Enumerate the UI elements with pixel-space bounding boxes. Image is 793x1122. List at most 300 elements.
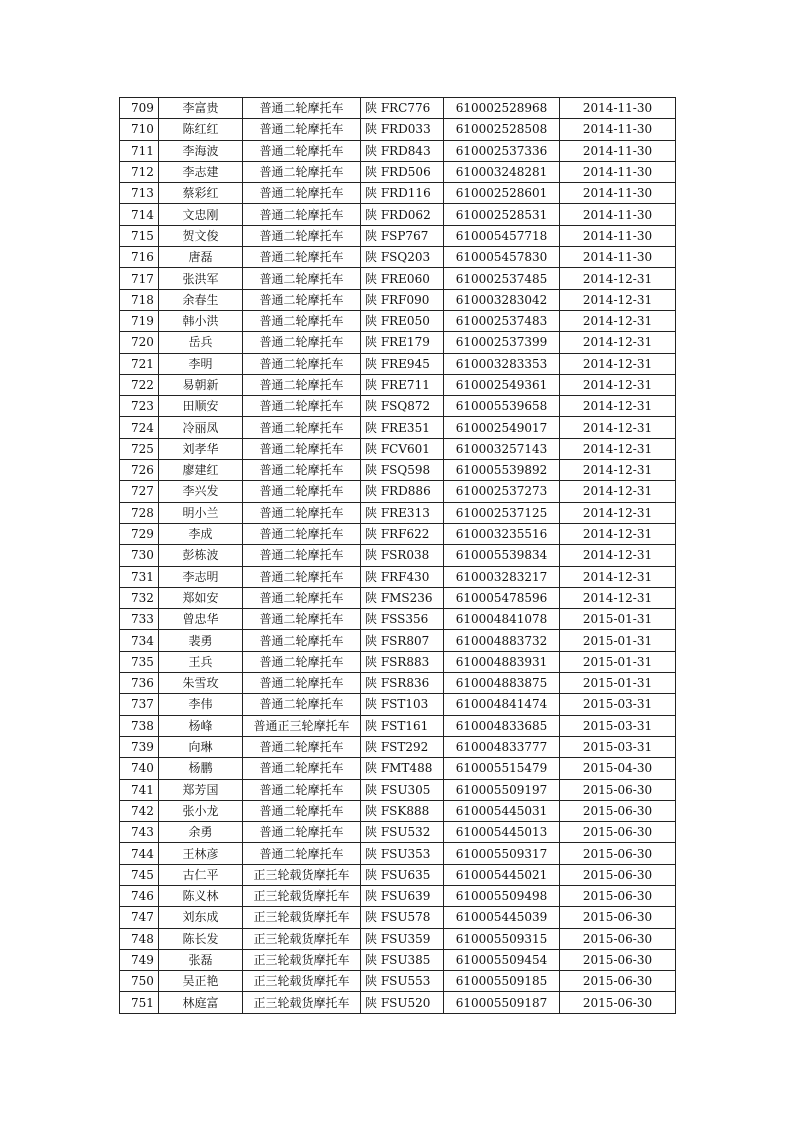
plate-number-cell: 陕 FSU635 [361, 864, 444, 885]
row-number-cell: 730 [120, 545, 159, 566]
registration-number-cell: 610005457830 [444, 247, 560, 268]
table-row [120, 310, 676, 331]
table-row [120, 651, 676, 672]
owner-name-cell: 郑如安 [159, 587, 243, 608]
date-cell: 2014-12-31 [560, 481, 676, 502]
plate-number-cell: 陕 FRD886 [361, 481, 444, 502]
plate-number-cell: 陕 FSU578 [361, 907, 444, 928]
owner-name-cell: 陈长发 [159, 928, 243, 949]
row-number-cell: 748 [120, 928, 159, 949]
registration-number-cell: 610002537273 [444, 481, 560, 502]
date-cell: 2015-01-31 [560, 651, 676, 672]
table-row [120, 161, 676, 182]
vehicle-type-cell: 普通二轮摩托车 [243, 353, 361, 374]
table-row [120, 545, 676, 566]
table-row [120, 928, 676, 949]
plate-number-cell: 陕 FSU553 [361, 971, 444, 992]
owner-name-cell: 李成 [159, 523, 243, 544]
plate-number-cell: 陕 FSS356 [361, 609, 444, 630]
vehicle-type-cell: 普通二轮摩托车 [243, 587, 361, 608]
vehicle-type-cell: 普通二轮摩托车 [243, 523, 361, 544]
vehicle-type-cell: 正三轮载货摩托车 [243, 971, 361, 992]
date-cell: 2014-12-31 [560, 502, 676, 523]
owner-name-cell: 吴正艳 [159, 971, 243, 992]
vehicle-type-cell: 普通正三轮摩托车 [243, 715, 361, 736]
registration-number-cell: 610002528968 [444, 98, 560, 119]
row-number-cell: 738 [120, 715, 159, 736]
plate-number-cell: 陕 FRE060 [361, 268, 444, 289]
date-cell: 2014-11-30 [560, 140, 676, 161]
table-row [120, 864, 676, 885]
table-row [120, 694, 676, 715]
owner-name-cell: 古仁平 [159, 864, 243, 885]
row-number-cell: 743 [120, 822, 159, 843]
row-number-cell: 726 [120, 460, 159, 481]
owner-name-cell: 廖建红 [159, 460, 243, 481]
table-row [120, 992, 676, 1013]
table-row [120, 374, 676, 395]
date-cell: 2015-03-31 [560, 694, 676, 715]
registration-number-cell: 610005509187 [444, 992, 560, 1013]
owner-name-cell: 唐磊 [159, 247, 243, 268]
date-cell: 2014-12-31 [560, 417, 676, 438]
date-cell: 2015-03-31 [560, 715, 676, 736]
date-cell: 2014-12-31 [560, 374, 676, 395]
registration-number-cell: 610002537399 [444, 332, 560, 353]
row-number-cell: 722 [120, 374, 159, 395]
plate-number-cell: 陕 FSR038 [361, 545, 444, 566]
registration-number-cell: 610005539834 [444, 545, 560, 566]
row-number-cell: 710 [120, 119, 159, 140]
table-row [120, 949, 676, 970]
date-cell: 2014-11-30 [560, 119, 676, 140]
vehicle-type-cell: 普通二轮摩托车 [243, 140, 361, 161]
date-cell: 2014-11-30 [560, 204, 676, 225]
owner-name-cell: 李海波 [159, 140, 243, 161]
date-cell: 2014-11-30 [560, 161, 676, 182]
row-number-cell: 734 [120, 630, 159, 651]
vehicle-type-cell: 普通二轮摩托车 [243, 694, 361, 715]
plate-number-cell: 陕 FSQ872 [361, 396, 444, 417]
date-cell: 2015-06-30 [560, 843, 676, 864]
plate-number-cell: 陕 FSQ203 [361, 247, 444, 268]
row-number-cell: 721 [120, 353, 159, 374]
date-cell: 2015-06-30 [560, 822, 676, 843]
owner-name-cell: 韩小洪 [159, 310, 243, 331]
registration-number-cell: 610005478596 [444, 587, 560, 608]
plate-number-cell: 陕 FSU532 [361, 822, 444, 843]
registration-number-cell: 610004883732 [444, 630, 560, 651]
row-number-cell: 713 [120, 183, 159, 204]
table-row [120, 609, 676, 630]
registration-number-cell: 610002549017 [444, 417, 560, 438]
date-cell: 2014-12-31 [560, 460, 676, 481]
table-row [120, 183, 676, 204]
vehicle-type-cell: 普通二轮摩托车 [243, 119, 361, 140]
registration-number-cell: 610003257143 [444, 438, 560, 459]
vehicle-type-cell: 普通二轮摩托车 [243, 673, 361, 694]
table-row [120, 268, 676, 289]
owner-name-cell: 张洪军 [159, 268, 243, 289]
plate-number-cell: 陕 FSR807 [361, 630, 444, 651]
owner-name-cell: 张小龙 [159, 800, 243, 821]
row-number-cell: 736 [120, 673, 159, 694]
date-cell: 2014-12-31 [560, 545, 676, 566]
date-cell: 2015-06-30 [560, 971, 676, 992]
vehicle-type-cell: 普通二轮摩托车 [243, 800, 361, 821]
registration-number-cell: 610005515479 [444, 758, 560, 779]
row-number-cell: 717 [120, 268, 159, 289]
row-number-cell: 715 [120, 225, 159, 246]
vehicle-type-cell: 普通二轮摩托车 [243, 460, 361, 481]
vehicle-type-cell: 正三轮载货摩托车 [243, 907, 361, 928]
registration-number-cell: 610003248281 [444, 161, 560, 182]
row-number-cell: 737 [120, 694, 159, 715]
table-row [120, 289, 676, 310]
date-cell: 2015-01-31 [560, 630, 676, 651]
owner-name-cell: 张磊 [159, 949, 243, 970]
row-number-cell: 733 [120, 609, 159, 630]
owner-name-cell: 蔡彩红 [159, 183, 243, 204]
registration-number-cell: 610004883931 [444, 651, 560, 672]
date-cell: 2015-06-30 [560, 992, 676, 1013]
vehicle-type-cell: 普通二轮摩托车 [243, 183, 361, 204]
row-number-cell: 739 [120, 736, 159, 757]
registration-number-cell: 610005445013 [444, 822, 560, 843]
owner-name-cell: 易朝新 [159, 374, 243, 395]
plate-number-cell: 陕 FRE711 [361, 374, 444, 395]
vehicle-type-cell: 正三轮载货摩托车 [243, 885, 361, 906]
vehicle-type-cell: 正三轮载货摩托车 [243, 864, 361, 885]
plate-number-cell: 陕 FRC776 [361, 98, 444, 119]
table-row [120, 225, 676, 246]
row-number-cell: 723 [120, 396, 159, 417]
date-cell: 2015-06-30 [560, 928, 676, 949]
row-number-cell: 744 [120, 843, 159, 864]
table-row [120, 438, 676, 459]
vehicle-type-cell: 普通二轮摩托车 [243, 438, 361, 459]
date-cell: 2014-11-30 [560, 183, 676, 204]
plate-number-cell: 陕 FMS236 [361, 587, 444, 608]
owner-name-cell: 李明 [159, 353, 243, 374]
plate-number-cell: 陕 FRD843 [361, 140, 444, 161]
registration-number-cell: 610002549361 [444, 374, 560, 395]
date-cell: 2015-01-31 [560, 673, 676, 694]
row-number-cell: 719 [120, 310, 159, 331]
plate-number-cell: 陕 FSU359 [361, 928, 444, 949]
date-cell: 2014-12-31 [560, 289, 676, 310]
plate-number-cell: 陕 FSU353 [361, 843, 444, 864]
date-cell: 2014-11-30 [560, 98, 676, 119]
row-number-cell: 751 [120, 992, 159, 1013]
vehicle-type-cell: 普通二轮摩托车 [243, 417, 361, 438]
vehicle-type-cell: 普通二轮摩托车 [243, 268, 361, 289]
date-cell: 2015-06-30 [560, 907, 676, 928]
row-number-cell: 709 [120, 98, 159, 119]
owner-name-cell: 岳兵 [159, 332, 243, 353]
plate-number-cell: 陕 FRD506 [361, 161, 444, 182]
vehicle-type-cell: 普通二轮摩托车 [243, 161, 361, 182]
date-cell: 2014-12-31 [560, 566, 676, 587]
plate-number-cell: 陕 FRF622 [361, 523, 444, 544]
owner-name-cell: 余勇 [159, 822, 243, 843]
registration-number-cell: 610003235516 [444, 523, 560, 544]
vehicle-type-cell: 普通二轮摩托车 [243, 374, 361, 395]
plate-number-cell: 陕 FRE050 [361, 310, 444, 331]
owner-name-cell: 李志明 [159, 566, 243, 587]
vehicle-type-cell: 普通二轮摩托车 [243, 779, 361, 800]
plate-number-cell: 陕 FRD116 [361, 183, 444, 204]
owner-name-cell: 刘东成 [159, 907, 243, 928]
registration-number-cell: 610005539892 [444, 460, 560, 481]
registration-number-cell: 610002528508 [444, 119, 560, 140]
date-cell: 2015-06-30 [560, 949, 676, 970]
registration-number-cell: 610005509197 [444, 779, 560, 800]
vehicle-type-cell: 普通二轮摩托车 [243, 758, 361, 779]
date-cell: 2014-12-31 [560, 332, 676, 353]
plate-number-cell: 陕 FST103 [361, 694, 444, 715]
table-row [120, 566, 676, 587]
vehicle-type-cell: 普通二轮摩托车 [243, 204, 361, 225]
owner-name-cell: 陈义林 [159, 885, 243, 906]
row-number-cell: 716 [120, 247, 159, 268]
registration-number-cell: 610002528531 [444, 204, 560, 225]
row-number-cell: 724 [120, 417, 159, 438]
registration-number-cell: 610003283353 [444, 353, 560, 374]
registration-number-cell: 610005509315 [444, 928, 560, 949]
vehicle-type-cell: 普通二轮摩托车 [243, 247, 361, 268]
plate-number-cell: 陕 FSP767 [361, 225, 444, 246]
table-row [120, 247, 676, 268]
owner-name-cell: 明小兰 [159, 502, 243, 523]
vehicle-type-cell: 普通二轮摩托车 [243, 736, 361, 757]
vehicle-type-cell: 普通二轮摩托车 [243, 396, 361, 417]
vehicle-type-cell: 普通二轮摩托车 [243, 98, 361, 119]
table-row [120, 715, 676, 736]
registration-number-cell: 610003283042 [444, 289, 560, 310]
owner-name-cell: 李伟 [159, 694, 243, 715]
date-cell: 2014-11-30 [560, 247, 676, 268]
vehicle-type-cell: 普通二轮摩托车 [243, 843, 361, 864]
row-number-cell: 729 [120, 523, 159, 544]
row-number-cell: 747 [120, 907, 159, 928]
table-row [120, 736, 676, 757]
date-cell: 2014-12-31 [560, 523, 676, 544]
table-row [120, 822, 676, 843]
date-cell: 2015-06-30 [560, 864, 676, 885]
plate-number-cell: 陕 FRF430 [361, 566, 444, 587]
owner-name-cell: 杨鹏 [159, 758, 243, 779]
table-row [120, 481, 676, 502]
date-cell: 2015-06-30 [560, 800, 676, 821]
plate-number-cell: 陕 FSR883 [361, 651, 444, 672]
table-row [120, 971, 676, 992]
table-body [120, 98, 676, 1014]
plate-number-cell: 陕 FMT488 [361, 758, 444, 779]
registration-number-cell: 610005445021 [444, 864, 560, 885]
owner-name-cell: 李志建 [159, 161, 243, 182]
vehicle-type-cell: 正三轮载货摩托车 [243, 992, 361, 1013]
table-row [120, 630, 676, 651]
registration-number-cell: 610002537125 [444, 502, 560, 523]
plate-number-cell: 陕 FST161 [361, 715, 444, 736]
row-number-cell: 711 [120, 140, 159, 161]
table-row [120, 353, 676, 374]
vehicle-type-cell: 普通二轮摩托车 [243, 289, 361, 310]
row-number-cell: 750 [120, 971, 159, 992]
registration-number-cell: 610005445031 [444, 800, 560, 821]
registration-table-container [119, 97, 675, 1014]
row-number-cell: 727 [120, 481, 159, 502]
row-number-cell: 714 [120, 204, 159, 225]
registration-number-cell: 610004833685 [444, 715, 560, 736]
registration-number-cell: 610002537483 [444, 310, 560, 331]
plate-number-cell: 陕 FRE179 [361, 332, 444, 353]
row-number-cell: 728 [120, 502, 159, 523]
row-number-cell: 749 [120, 949, 159, 970]
owner-name-cell: 贺文俊 [159, 225, 243, 246]
table-row [120, 587, 676, 608]
row-number-cell: 735 [120, 651, 159, 672]
plate-number-cell: 陕 FSQ598 [361, 460, 444, 481]
row-number-cell: 732 [120, 587, 159, 608]
vehicle-type-cell: 普通二轮摩托车 [243, 651, 361, 672]
registration-number-cell: 610005509498 [444, 885, 560, 906]
registration-number-cell: 610005457718 [444, 225, 560, 246]
owner-name-cell: 陈红红 [159, 119, 243, 140]
owner-name-cell: 王林彦 [159, 843, 243, 864]
row-number-cell: 720 [120, 332, 159, 353]
table-row [120, 885, 676, 906]
plate-number-cell: 陕 FRE313 [361, 502, 444, 523]
owner-name-cell: 朱雪玫 [159, 673, 243, 694]
date-cell: 2014-12-31 [560, 353, 676, 374]
owner-name-cell: 林庭富 [159, 992, 243, 1013]
row-number-cell: 740 [120, 758, 159, 779]
table-row [120, 140, 676, 161]
owner-name-cell: 裴勇 [159, 630, 243, 651]
table-row [120, 460, 676, 481]
plate-number-cell: 陕 FRE945 [361, 353, 444, 374]
row-number-cell: 745 [120, 864, 159, 885]
registration-table [119, 97, 676, 1014]
table-row [120, 758, 676, 779]
date-cell: 2015-01-31 [560, 609, 676, 630]
date-cell: 2014-12-31 [560, 587, 676, 608]
vehicle-type-cell: 普通二轮摩托车 [243, 332, 361, 353]
registration-number-cell: 610003283217 [444, 566, 560, 587]
row-number-cell: 725 [120, 438, 159, 459]
date-cell: 2014-12-31 [560, 310, 676, 331]
plate-number-cell: 陕 FSR836 [361, 673, 444, 694]
plate-number-cell: 陕 FCV601 [361, 438, 444, 459]
plate-number-cell: 陕 FRE351 [361, 417, 444, 438]
owner-name-cell: 曾忠华 [159, 609, 243, 630]
table-row [120, 98, 676, 119]
vehicle-type-cell: 普通二轮摩托车 [243, 822, 361, 843]
registration-number-cell: 610005509185 [444, 971, 560, 992]
date-cell: 2014-12-31 [560, 268, 676, 289]
registration-number-cell: 610002537485 [444, 268, 560, 289]
table-row [120, 779, 676, 800]
row-number-cell: 746 [120, 885, 159, 906]
date-cell: 2015-06-30 [560, 885, 676, 906]
plate-number-cell: 陕 FRF090 [361, 289, 444, 310]
date-cell: 2014-12-31 [560, 396, 676, 417]
table-row [120, 673, 676, 694]
plate-number-cell: 陕 FRD033 [361, 119, 444, 140]
registration-number-cell: 610002528601 [444, 183, 560, 204]
plate-number-cell: 陕 FST292 [361, 736, 444, 757]
plate-number-cell: 陕 FSK888 [361, 800, 444, 821]
registration-number-cell: 610004841474 [444, 694, 560, 715]
vehicle-type-cell: 普通二轮摩托车 [243, 545, 361, 566]
registration-number-cell: 610004833777 [444, 736, 560, 757]
plate-number-cell: 陕 FSU520 [361, 992, 444, 1013]
row-number-cell: 741 [120, 779, 159, 800]
vehicle-type-cell: 正三轮载货摩托车 [243, 949, 361, 970]
registration-number-cell: 610005509317 [444, 843, 560, 864]
owner-name-cell: 郑芳国 [159, 779, 243, 800]
vehicle-type-cell: 普通二轮摩托车 [243, 481, 361, 502]
date-cell: 2015-03-31 [560, 736, 676, 757]
row-number-cell: 712 [120, 161, 159, 182]
date-cell: 2014-11-30 [560, 225, 676, 246]
table-row [120, 843, 676, 864]
owner-name-cell: 李兴发 [159, 481, 243, 502]
registration-number-cell: 610002537336 [444, 140, 560, 161]
table-row [120, 332, 676, 353]
row-number-cell: 742 [120, 800, 159, 821]
registration-number-cell: 610005509454 [444, 949, 560, 970]
vehicle-type-cell: 正三轮载货摩托车 [243, 928, 361, 949]
vehicle-type-cell: 普通二轮摩托车 [243, 566, 361, 587]
registration-number-cell: 610004841078 [444, 609, 560, 630]
table-row [120, 417, 676, 438]
owner-name-cell: 余春生 [159, 289, 243, 310]
owner-name-cell: 李富贵 [159, 98, 243, 119]
owner-name-cell: 田顺安 [159, 396, 243, 417]
table-row [120, 204, 676, 225]
table-row [120, 396, 676, 417]
row-number-cell: 731 [120, 566, 159, 587]
vehicle-type-cell: 普通二轮摩托车 [243, 225, 361, 246]
plate-number-cell: 陕 FRD062 [361, 204, 444, 225]
row-number-cell: 718 [120, 289, 159, 310]
table-row [120, 119, 676, 140]
table-row [120, 907, 676, 928]
owner-name-cell: 冷丽凤 [159, 417, 243, 438]
plate-number-cell: 陕 FSU385 [361, 949, 444, 970]
table-row [120, 502, 676, 523]
owner-name-cell: 杨峰 [159, 715, 243, 736]
plate-number-cell: 陕 FSU305 [361, 779, 444, 800]
owner-name-cell: 王兵 [159, 651, 243, 672]
owner-name-cell: 刘孝华 [159, 438, 243, 459]
vehicle-type-cell: 普通二轮摩托车 [243, 630, 361, 651]
owner-name-cell: 彭栋波 [159, 545, 243, 566]
table-row [120, 800, 676, 821]
registration-number-cell: 610005539658 [444, 396, 560, 417]
registration-number-cell: 610004883875 [444, 673, 560, 694]
date-cell: 2015-04-30 [560, 758, 676, 779]
vehicle-type-cell: 普通二轮摩托车 [243, 502, 361, 523]
date-cell: 2015-06-30 [560, 779, 676, 800]
date-cell: 2014-12-31 [560, 438, 676, 459]
vehicle-type-cell: 普通二轮摩托车 [243, 310, 361, 331]
owner-name-cell: 向琳 [159, 736, 243, 757]
plate-number-cell: 陕 FSU639 [361, 885, 444, 906]
